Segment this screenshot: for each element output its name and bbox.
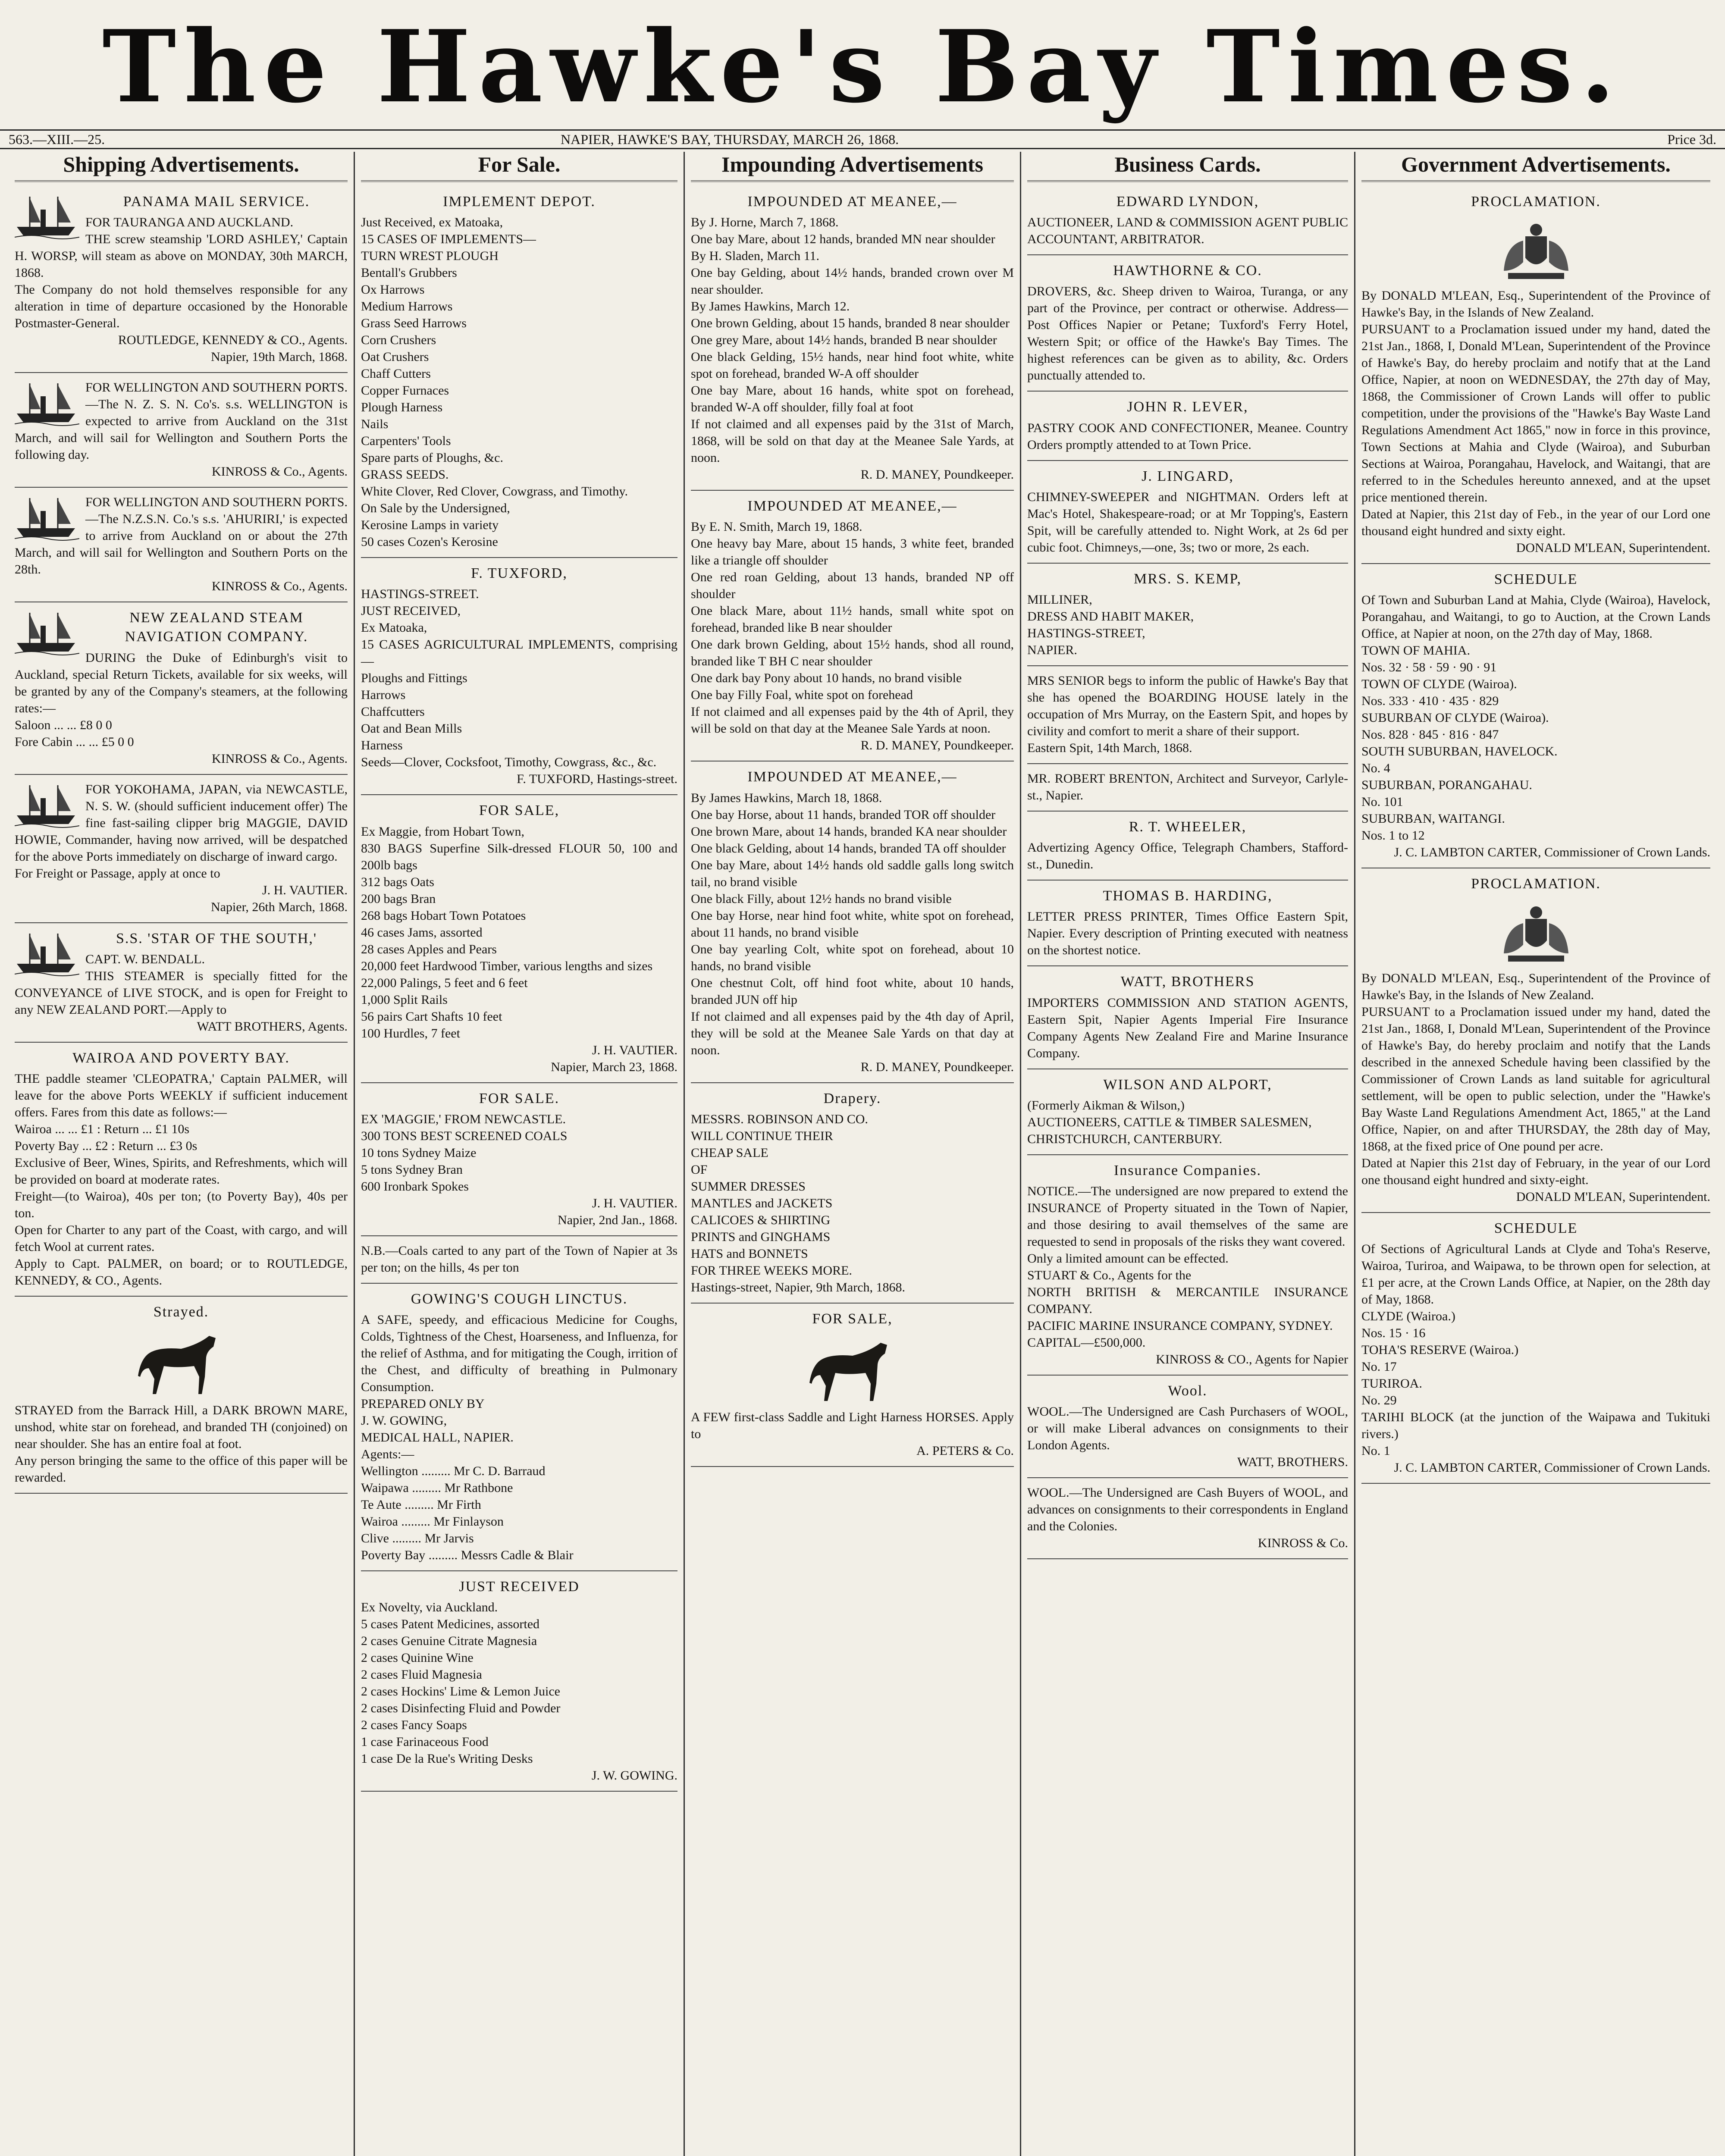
advertisement-heading: IMPLEMENT DEPOT. bbox=[443, 194, 596, 210]
advertisement-body: STRAYED from the Barrack Hill, a DARK BROWN MARE, unshod, white star on forehead, and branded TH (conjoined) on near shoulder. She has an entire foal at foot. Any person bringing the same to the office of this paper will be rewarded. bbox=[15, 1403, 348, 1485]
advertisement-body: MRS SENIOR begs to inform the public of Hawke's Bay that she has opened the BOARDING HOUSE lately in the occupation of Mrs Murray, on the Eastern Spit, and hopes by civility and comfort to merit a share of their support. Eastern Spit, 14th March, 1868. bbox=[1027, 673, 1348, 755]
advertisement-body: By J. Horne, March 7, 1868. One bay Mare, about 12 hands, branded MN near shoulder By H. Sladen, March 11. One bay Gelding, about 14½ hands, branded crown over M near shoulder. By James Hawkins, March 12. One brown Gelding, about 15 hands, branded 8 near shoulder One grey Mare, about 14½ hands, branded B near shoulder One black Gelding, 15½ hands, near hind foot white, white spot on forehead, branded W-A off shoulder One bay Mare, about 16 hands, white spot on forehead, branded W-A off shoulder, filly foal at foot If not claimed and all expenses paid by the 31st of March, 1868, will be sold on that day at the Meanee Sale Yards, at noon. bbox=[691, 215, 1014, 465]
royal-arms-icon bbox=[1487, 215, 1586, 284]
newspaper-title: The Hawke's Bay Times. bbox=[102, 9, 1623, 125]
advertisement bbox=[361, 1571, 677, 1792]
advertisement bbox=[15, 373, 348, 488]
advertisement bbox=[361, 558, 677, 795]
column-title: For Sale. bbox=[361, 152, 677, 182]
advertisement-signature: KINROSS & Co., Agents. bbox=[211, 751, 348, 766]
column-5 bbox=[1354, 152, 1716, 2156]
advertisement-body: Of Sections of Agricultural Lands at Clyde and Toha's Reserve, Wairoa, Turiroa, and Waipawa, to be thrown open for selection, at £1 per acre, at the Crown Lands Office, at Napier, on the 28th day of May, 1868. CLYDE (Wairoa.) Nos. 15 · 16 TOHA'S RESERVE (Wairoa.) No. 17 TURIROA. No. 29 TARIHI BLOCK (at the junction of the Waipawa and Tukituki rivers.) No. 1 bbox=[1361, 1241, 1710, 1458]
advertisement bbox=[361, 186, 677, 558]
price: Price 3d. bbox=[1667, 132, 1716, 147]
advertisement bbox=[361, 1083, 677, 1236]
horse-icon bbox=[129, 1325, 233, 1398]
column-4 bbox=[1020, 152, 1354, 2156]
advertisement-signature: J. H. VAUTIER. Napier, 26th March, 1868. bbox=[210, 883, 348, 914]
advertisement-signature: R. D. MANEY, Poundkeeper. bbox=[860, 1059, 1014, 1074]
advertisement bbox=[15, 775, 348, 923]
place-date: NAPIER, HAWKE'S BAY, THURSDAY, MARCH 26, 1868. bbox=[561, 132, 899, 147]
advertisement-signature: J. H. VAUTIER. Napier, March 23, 1868. bbox=[551, 1043, 677, 1074]
steamship-icon bbox=[15, 379, 79, 426]
advertisement bbox=[1027, 392, 1348, 461]
advertisement bbox=[1361, 868, 1710, 1213]
advertisement-heading: WATT, BROTHERS bbox=[1120, 974, 1255, 990]
advertisement-heading: HAWTHORNE & CO. bbox=[1113, 263, 1262, 279]
advertisement bbox=[1027, 764, 1348, 812]
advertisement bbox=[1361, 186, 1710, 564]
advertisement-heading: FOR SALE, bbox=[812, 1310, 893, 1327]
advertisement-signature: J. C. LAMBTON CARTER, Commissioner of Crown Lands. bbox=[1394, 845, 1710, 860]
advertisement-heading: SCHEDULE bbox=[1494, 571, 1578, 588]
advertisement-signature: WATT, BROTHERS. bbox=[1237, 1455, 1348, 1470]
advertisement-heading: JOHN R. LEVER, bbox=[1127, 399, 1248, 415]
advertisement-heading: IMPOUNDED AT MEANEE,— bbox=[747, 194, 957, 210]
advertisement-heading: PROCLAMATION. bbox=[1471, 194, 1601, 210]
advertisement-signature: DONALD M'LEAN, Superintendent. bbox=[1516, 1189, 1710, 1204]
advertisement-heading: SCHEDULE bbox=[1494, 1220, 1578, 1236]
advertisement-body: DURING the Duke of Edinburgh's visit to Auckland, special Return Tickets, available for six weeks, will be granted by any of the Company's steamers, at the following rates:— Saloon ... ... £8 0 0 Fore Cabin ... ... £5 0 0 bbox=[15, 650, 348, 749]
advertisement-signature: F. TUXFORD, Hastings-street. bbox=[517, 772, 677, 787]
advertisement bbox=[1027, 812, 1348, 881]
advertisement bbox=[1027, 1478, 1348, 1559]
advertisement-signature: R. D. MANEY, Poundkeeper. bbox=[860, 738, 1014, 753]
advertisement bbox=[15, 923, 348, 1043]
advertisement bbox=[1027, 1155, 1348, 1376]
advertisement-body: FOR TAURANGA AND AUCKLAND. THE screw steamship 'LORD ASHLEY,' Captain H. WORSP, will steam as above on MONDAY, 30th MARCH, 1868. The Company do not hold themselves responsible for any alteration in time of departure occasioned by the Honorable Postmaster-General. bbox=[15, 215, 348, 331]
advertisement-body: Of Town and Suburban Land at Mahia, Clyde (Wairoa), Havelock, Porangahau, and Waitangi, to go to Auction, at the Crown Lands Office, at Napier at noon, on the 27th day of May, 1868. TOWN OF MAHIA. Nos. 32 · 58 · 59 · 90 · 91 TOWN OF CLYDE (Wairoa). Nos. 333 · 410 · 435 · 829 SUBURBAN OF CLYDE (Wairoa). Nos. 828 · 845 · 816 · 847 SOUTH SUBURBAN, HAVELOCK. No. 4 SUBURBAN, PORANGAHAU. No. 101 SUBURBAN, WAITANGI. Nos. 1 to 12 bbox=[1361, 593, 1710, 843]
advertisement bbox=[691, 186, 1014, 491]
advertisement-body: N.B.—Coals carted to any part of the Town of Napier at 3s per ton; on the hills, 4s per ton bbox=[361, 1243, 677, 1275]
advertisement-body: CAPT. W. BENDALL. THIS STEAMER is specially fitted for the CONVEYANCE of LIVE STOCK, and is open for Freight to any NEW ZEALAND PORT.—Apply to bbox=[15, 952, 348, 1017]
advertisement-signature: J. W. GOWING. bbox=[591, 1768, 677, 1783]
advertisement-body: By James Hawkins, March 18, 1868. One bay Horse, about 11 hands, branded TOR off shoulder One brown Mare, about 14 hands, branded KA near shoulder One black Gelding, about 14 hands, branded TA off shoulder One bay Mare, about 14½ hands old saddle galls long switch tail, no brand visible One black Filly, about 12½ hands no brand visible One bay Horse, near hind foot white, white spot on forehead, about 11 hands, no brand visible One bay yearling Colt, white spot on forehead, about 10 hands, no brand visible One chestnut Colt, off hind foot white, about 10 hands, branded JUN off hip If not claimed and all expenses paid by the 4th day of April, they will be sold at the Meanee Sale Yards on that day at noon. bbox=[691, 790, 1014, 1057]
advertisement-body: HASTINGS-STREET. JUST RECEIVED, Ex Matoaka, 15 CASES AGRICULTURAL IMPLEMENTS, comprising— Ploughs and Fittings Harrows Chaffcutters Oat and Bean Mills Harness Seeds—Clover, Cocksfoot, Timothy, Cowgrass, &c., &c. bbox=[361, 587, 677, 770]
advertisement-body: By DONALD M'LEAN, Esq., Superintendent of the Province of Hawke's Bay, in the Islands of New Zealand. PURSUANT to a Proclamation issued under my hand, dated the 21st Jan., 1868, I, Donald M'Lean, Superintendent of the Province of Hawke's Bay, do hereby proclaim and notify that the Lands described in the annexed Schedule having been classified by the Commissioner of Crown Lands as land suitable for agricultural settlement, will be open to public selection, under the "Hawke's Bay Waste Land Regulations Amendment Act, 1865," at the Land Office, Napier, on and after THURSDAY, the 28th day of May, 1868, at the fixed price of One pound per acre. Dated at Napier this 21st day of February, in the year of our Lord one thousand eight hundred and sixty-eight. bbox=[1361, 971, 1710, 1187]
advertisement bbox=[1027, 881, 1348, 966]
masthead bbox=[0, 0, 1725, 147]
advertisement bbox=[1027, 564, 1348, 666]
advertisement bbox=[1027, 461, 1348, 564]
advertisement-signature: DONALD M'LEAN, Superintendent. bbox=[1516, 541, 1710, 555]
advertisement-body: FOR WELLINGTON AND SOUTHERN PORTS.—The N.Z.S.N. Co.'s s.s. 'AHURIRI,' is expected to arrive from Auckland on or about the 27th March, and will sail for Wellington and Southern Ports on the 28th. bbox=[15, 495, 348, 577]
advertisement-body: FOR YOKOHAMA, JAPAN, via NEWCASTLE, N. S. W. (should sufficient inducement offer) The fine fast-sailing clipper brig MAGGIE, DAVID HOWIE, Commander, having now arrived, will be despatched for the above Ports immediately on discharge of inward cargo. For Freight or Passage, apply at once to bbox=[15, 782, 348, 881]
advertisement-heading: FOR SALE, bbox=[479, 802, 560, 819]
advertisement-body: MESSRS. ROBINSON AND CO. WILL CONTINUE THEIR CHEAP SALE OF SUMMER DRESSES MANTLES and JACKETS CALICOES & SHIRTING PRINTS and GINGHAMS HATS and BONNETS FOR THREE WEEKS MORE. Hastings-street, Napier, 9th March, 1868. bbox=[691, 1112, 906, 1294]
advertisement-signature: KINROSS & Co. bbox=[1258, 1536, 1348, 1551]
advertisement-body: NOTICE.—The undersigned are now prepared to extend the INSURANCE of Property situated in the Town of Napier, and those desiring to avail themselves of the same are requested to send in proposals of the risks they want covered. Only a limited amount can be effected. STUART & Co., Agents for the NORTH BRITISH & MERCANTILE INSURANCE COMPANY. PACIFIC MARINE INSURANCE COMPANY, SYDNEY. CAPITAL—£500,000. bbox=[1027, 1184, 1348, 1350]
steamship-icon bbox=[15, 781, 79, 828]
advertisement bbox=[361, 1284, 677, 1571]
column-1 bbox=[9, 152, 354, 2156]
advertisement-body: PASTRY COOK AND CONFECTIONER, Meanee. Country Orders promptly attended to at Town Price. bbox=[1027, 420, 1348, 452]
advertisement-body: IMPORTERS COMMISSION AND STATION AGENTS, Eastern Spit, Napier Agents Imperial Fire Insurance Company Agents New Zealand Fire and Marine Insurance Company. bbox=[1027, 995, 1348, 1060]
advertisement-body: LETTER PRESS PRINTER, Times Office Eastern Spit, Napier. Every description of Printing executed with neatness on the shortest notice. bbox=[1027, 909, 1348, 958]
advertisement-body: By DONALD M'LEAN, Esq., Superintendent of the Province of Hawke's Bay, in the Islands of New Zealand. PURSUANT to a Proclamation issued under my hand, dated the 21st Jan., 1868, I, Donald M'Lean, Superintendent of the Province of Hawke's Bay, do hereby proclaim and notify that at the Land Office, Napier, at noon on WEDNESDAY, the 27th day of May, 1868, the Commissioner of Crown Lands will offer to public competition, under the provisions of the "Hawke's Bay Waste Land Regulations Amendment Act 1865," now in force in this province, Town Sections at Mahia and Clyde (Wairoa), and Suburban Sections at Wairoa, Porangahau, Havelock, and Waitangi, that are referred to in the Schedules hereunto annexed, and at the upset price mentioned therein. Dated at Napier, this 21st day of Feb., in the year of our Lord one thousand eight hundred and sixty eight. bbox=[1361, 288, 1710, 539]
advertisement bbox=[15, 1043, 348, 1297]
advertisement-heading: THOMAS B. HARDING, bbox=[1103, 888, 1273, 904]
advertisement-heading: WAIROA AND POVERTY BAY. bbox=[72, 1050, 290, 1066]
advertisement-heading: PROCLAMATION. bbox=[1471, 876, 1601, 892]
advertisement-heading: R. T. WHEELER, bbox=[1129, 818, 1247, 835]
advertisement-signature: J. C. LAMBTON CARTER, Commissioner of Crown Lands. bbox=[1394, 1460, 1710, 1475]
advertisement-heading: F. TUXFORD, bbox=[471, 565, 568, 582]
advertisement-body: CHIMNEY-SWEEPER and NIGHTMAN. Orders left at Mac's Hotel, Shakespeare-road; or at Mr Topping's, Eastern Spit, will be carefully attended to. Night Work, at 2s 6d per cubic foot. Chimneys,—one, 3s; two or more, 2s each. bbox=[1027, 489, 1348, 555]
advertisement-heading: IMPOUNDED AT MEANEE,— bbox=[747, 498, 957, 514]
advertisement bbox=[691, 761, 1014, 1083]
advertisement-signature: J. H. VAUTIER. Napier, 2nd Jan., 1868. bbox=[558, 1196, 677, 1227]
advertisement bbox=[1027, 1376, 1348, 1478]
advertisement bbox=[15, 488, 348, 602]
advertisement-heading: IMPOUNDED AT MEANEE,— bbox=[747, 769, 957, 785]
advertisement bbox=[361, 1236, 677, 1284]
column-title: Government Advertisements. bbox=[1361, 152, 1710, 182]
advertisement-heading: S.S. 'STAR OF THE SOUTH,' bbox=[116, 930, 317, 946]
advertisement bbox=[691, 491, 1014, 761]
advertisement bbox=[15, 1297, 348, 1494]
advertisement-signature: KINROSS & CO., Agents for Napier bbox=[1156, 1352, 1348, 1366]
advertisement bbox=[691, 1083, 1014, 1304]
advertisement-heading: FOR SALE. bbox=[479, 1090, 560, 1106]
advertisement-signature: ROUTLEDGE, KENNEDY & CO., Agents. Napier, 19th March, 1868. bbox=[118, 333, 348, 364]
column-title: Business Cards. bbox=[1027, 152, 1348, 182]
advertisement-heading: Strayed. bbox=[153, 1304, 209, 1320]
royal-arms-icon bbox=[1487, 897, 1586, 966]
advertisement-body: Ex Maggie, from Hobart Town, 830 BAGS Superfine Silk-dressed FLOUR 50, 100 and 200lb bags 312 bags Oats 200 bags Bran 268 bags Hobart Town Potatoes 46 cases Jams, assorted 28 cases Apples and Pears 20,000 feet Hardwood Timber, various lengths and sizes 22,000 Palings, 5 feet and 6 feet 1,000 Split Rails 56 pairs Cart Shafts 10 feet 100 Hurdles, 7 feet bbox=[361, 824, 677, 1040]
advertisement-body: A SAFE, speedy, and efficacious Medicine for Coughs, Colds, Tightness of the Chest, Hoarseness, and Influenza, for the relief of Asthma, and for mitigating the Cough, irrition of the Chest, and difficulty of breathing in Pulmonary Consumption. PREPARED ONLY BY J. W. GOWING, MEDICAL HALL, NAPIER. Agents:— Wellington ......... Mr C. D. Barraud Waipawa ......... Mr Rathbone Te Aute ......... Mr Firth Wairoa ......... Mr Finlayson Clive ......... Mr Jarvis Poverty Bay ......... Messrs Cadle & Blair bbox=[361, 1312, 677, 1562]
advertisement-heading: JUST RECEIVED bbox=[459, 1578, 580, 1595]
advertisement-heading: EDWARD LYNDON, bbox=[1116, 194, 1259, 210]
advertisement-heading: MRS. S. KEMP, bbox=[1134, 570, 1242, 587]
advertisement bbox=[1361, 564, 1710, 868]
advertisement bbox=[361, 795, 677, 1083]
advertisement-signature: KINROSS & Co., Agents. bbox=[211, 579, 348, 594]
advertisement-heading: Drapery. bbox=[823, 1090, 881, 1106]
advertisement-body: EX 'MAGGIE,' FROM NEWCASTLE. 300 TONS BEST SCREENED COALS 10 tons Sydney Maize 5 tons Sydney Bran 600 Ironbark Spokes bbox=[361, 1112, 568, 1194]
column-3 bbox=[684, 152, 1020, 2156]
issue-number: 563.—XIII.—25. bbox=[9, 132, 105, 147]
advertisement-body: Advertizing Agency Office, Telegraph Chambers, Stafford-st., Dunedin. bbox=[1027, 840, 1348, 872]
advertisement-body: AUCTIONEER, LAND & COMMISSION AGENT PUBLIC ACCOUNTANT, ARBITRATOR. bbox=[1027, 215, 1348, 247]
advertisement bbox=[1027, 1069, 1348, 1155]
advertisement-heading: Insurance Companies. bbox=[1113, 1162, 1262, 1178]
steamship-icon bbox=[15, 929, 79, 977]
advertisement-body: MILLINER, DRESS AND HABIT MAKER, HASTINGS-STREET, NAPIER. bbox=[1027, 592, 1194, 657]
advertisement bbox=[15, 186, 348, 373]
advertisement bbox=[691, 1304, 1014, 1467]
advertisement-heading: GOWING'S COUGH LINCTUS. bbox=[411, 1291, 628, 1307]
advertisement-heading: WILSON AND ALPORT, bbox=[1103, 1076, 1272, 1093]
advertisement-heading: PANAMA MAIL SERVICE. bbox=[123, 194, 310, 210]
advertisement-heading: Wool. bbox=[1168, 1382, 1208, 1399]
advertisement-body: (Formerly Aikman & Wilson,) AUCTIONEERS, CATTLE & TIMBER SALESMEN, CHRISTCHURCH, CANTERBURY. bbox=[1027, 1098, 1312, 1146]
dateline-bar bbox=[0, 129, 1725, 149]
steamship-icon bbox=[15, 192, 79, 240]
advertisement bbox=[1361, 1213, 1710, 1484]
advertisement-signature: WATT BROTHERS, Agents. bbox=[197, 1019, 348, 1034]
advertisement bbox=[1027, 186, 1348, 255]
advertisement-body: THE paddle steamer 'CLEOPATRA,' Captain PALMER, will leave for the above Ports WEEKLY if sufficient inducement offers. Fares from this date as follows:— Wairoa ... ... £1 : Return ... £1 10s Poverty Bay ... £2 : Return ... £3 0s Exclusive of Beer, Wines, Spirits, and Refreshments, which will be provided on board at moderate rates. Freight—(to Wairoa), 40s per ton; (to Poverty Bay), 40s per ton. Open for Charter to any part of the Coast, with cargo, and will fetch Wool at current rates. Apply to Capt. PALMER, on board; or to ROUTLEDGE, KENNEDY, & CO., Agents. bbox=[15, 1071, 348, 1288]
advertisement-signature: A. PETERS & Co. bbox=[916, 1443, 1014, 1458]
advertisement-body: WOOL.—The Undersigned are Cash Purchasers of WOOL, or will make Liberal advances on consignments to their London Agents. bbox=[1027, 1404, 1348, 1453]
advertisement-body: A FEW first-class Saddle and Light Harness HORSES. Apply to bbox=[691, 1410, 1014, 1441]
advertisement bbox=[15, 602, 348, 774]
steamship-icon bbox=[15, 494, 79, 541]
column-title: Shipping Advertisements. bbox=[15, 152, 348, 182]
advertisement-signature: KINROSS & Co., Agents. bbox=[211, 464, 348, 479]
column-2 bbox=[354, 152, 684, 2156]
steamship-icon bbox=[15, 608, 79, 656]
column-title: Impounding Advertisements bbox=[691, 152, 1014, 182]
advertisement-body: Just Received, ex Matoaka, 15 CASES OF IMPLEMENTS— TURN WREST PLOUGH Bentall's Grubbers Ox Harrows Medium Harrows Grass Seed Harrows Corn Crushers Oat Crushers Chaff Cutters Copper Furnaces Plough Harness Nails Carpenters' Tools Spare parts of Ploughs, &c. GRASS SEEDS. White Clover, Red Clover, Cowgrass, and Timothy. On Sale by the Undersigned, Kerosine Lamps in variety 50 cases Cozen's Kerosine bbox=[361, 215, 628, 549]
advertisement bbox=[1027, 966, 1348, 1069]
advertisement-body: WOOL.—The Undersigned are Cash Buyers of WOOL, and advances on consignments to their correspondents in England and the Colonies. bbox=[1027, 1485, 1348, 1534]
advertisement-body: DROVERS, &c. Sheep driven to Wairoa, Turanga, or any part of the Province, per contract or otherwise. Address—Post Offices Napier or Petane; Tuxford's Ferry Hotel, Western Spit; or office of the Hawke's Bay Times. The highest references can be given as to ability, &c. Orders punctually attended to. bbox=[1027, 284, 1348, 383]
advertisement bbox=[1027, 666, 1348, 764]
advertisement-body: Ex Novelty, via Auckland. 5 cases Patent Medicines, assorted 2 cases Genuine Citrate Magnesia 2 cases Quinine Wine 2 cases Fluid Magnesia 2 cases Hockins' Lime & Lemon Juice 2 cases Disinfecting Fluid and Powder 2 cases Fancy Soaps 1 case Farinaceous Food 1 case De la Rue's Writing Desks bbox=[361, 1600, 561, 1766]
columns-container bbox=[9, 152, 1716, 2156]
advertisement-heading: NEW ZEALAND STEAM NAVIGATION COMPANY. bbox=[125, 610, 308, 645]
advertisement bbox=[1027, 255, 1348, 392]
horse-icon bbox=[801, 1332, 904, 1405]
advertisement-body: FOR WELLINGTON AND SOUTHERN PORTS.—The N. Z. S. N. Co's. s.s. WELLINGTON is expected to arrive from Auckland on the 31st March, and will sail for Wellington and Southern Ports the following day. bbox=[15, 380, 348, 462]
advertisement-body: MR. ROBERT BRENTON, Architect and Surveyor, Carlyle-st., Napier. bbox=[1027, 771, 1348, 802]
advertisement-signature: R. D. MANEY, Poundkeeper. bbox=[860, 467, 1014, 482]
advertisement-heading: J. LINGARD, bbox=[1142, 468, 1234, 484]
advertisement-body: By E. N. Smith, March 19, 1868. One heavy bay Mare, about 15 hands, 3 white feet, branded like a triangle off shoulder One red roan Gelding, about 13 hands, branded NP off shoulder One black Mare, about 11½ hands, small white spot on forehead, branded like B near shoulder One dark brown Gelding, about 15½ hands, shod all round, branded like T BH C near shoulder One dark bay Pony about 10 hands, no brand visible One bay Filly Foal, white spot on forehead If not claimed and all expenses paid by the 4th of April, they will be sold on that day at the Meanee Sale Yards at noon. bbox=[691, 520, 1014, 736]
